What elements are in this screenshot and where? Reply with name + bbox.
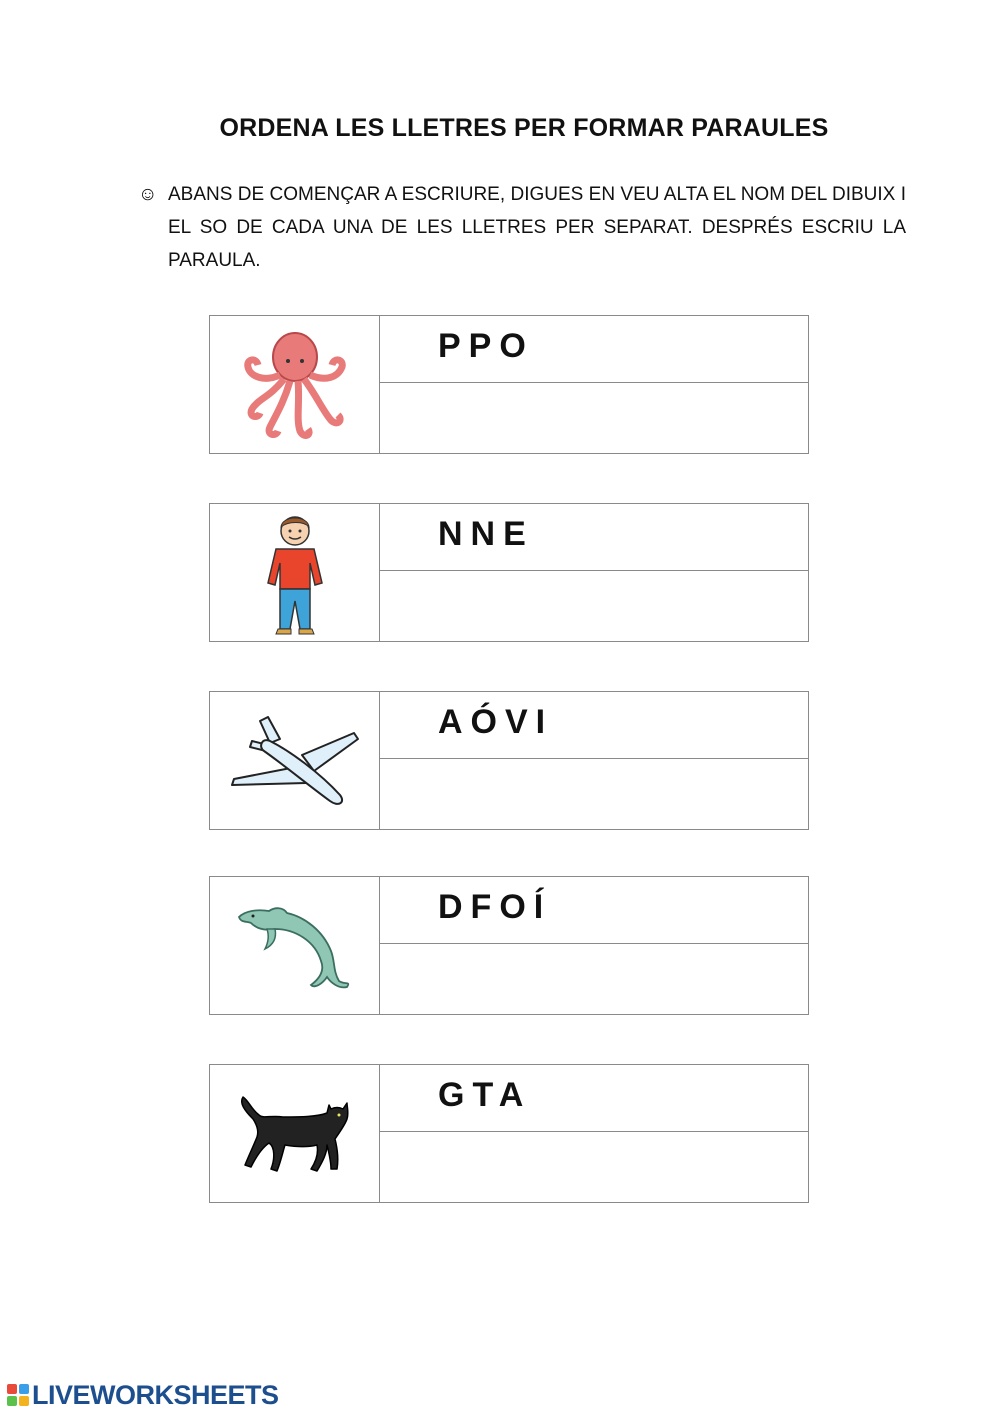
word-card [209, 315, 809, 454]
dolphin-icon [210, 877, 380, 1014]
word-card [209, 876, 809, 1015]
scrambled-letters: DFOÍ [380, 877, 808, 944]
answer-cell [380, 1132, 808, 1202]
scrambled-letters: GTA [380, 1065, 808, 1132]
answer-input[interactable] [380, 383, 808, 453]
answer-input[interactable] [380, 1132, 808, 1202]
page-title: ORDENA LES LLETRES PER FORMAR PARAULES [219, 114, 829, 142]
scrambled-letters: PPO [380, 316, 808, 383]
answer-input[interactable] [380, 944, 808, 1014]
answer-cell [380, 571, 808, 641]
answer-cell [380, 944, 808, 1014]
octopus-icon [210, 316, 380, 453]
boy-icon [210, 504, 380, 641]
answer-cell [380, 383, 808, 453]
footer-logo [7, 1380, 279, 1410]
word-card [209, 503, 809, 642]
scrambled-letters: AÓVI [380, 692, 808, 759]
airplane-icon [210, 692, 380, 829]
instruction-text: ABANS DE COMENÇAR A ESCRIURE, DIGUES EN VEU ALTA EL NOM DEL DIBUIX I EL SO DE CADA UNA DE LES LLETRES PER SEPARAT. DESPRÉS ESCRIU LA PARAULA. [168, 184, 906, 271]
cat-icon [210, 1065, 380, 1202]
answer-cell [380, 759, 808, 829]
brand-name: LIVEWORKSHEETS [32, 1379, 279, 1410]
instructions [138, 178, 906, 277]
liveworksheets-logo-icon [7, 1384, 29, 1406]
word-card [209, 1064, 809, 1203]
answer-input[interactable] [380, 571, 808, 641]
word-card [209, 691, 809, 830]
scrambled-letters: NNE [380, 504, 808, 571]
answer-input[interactable] [380, 759, 808, 829]
smiley-icon: ☺ [138, 184, 158, 205]
